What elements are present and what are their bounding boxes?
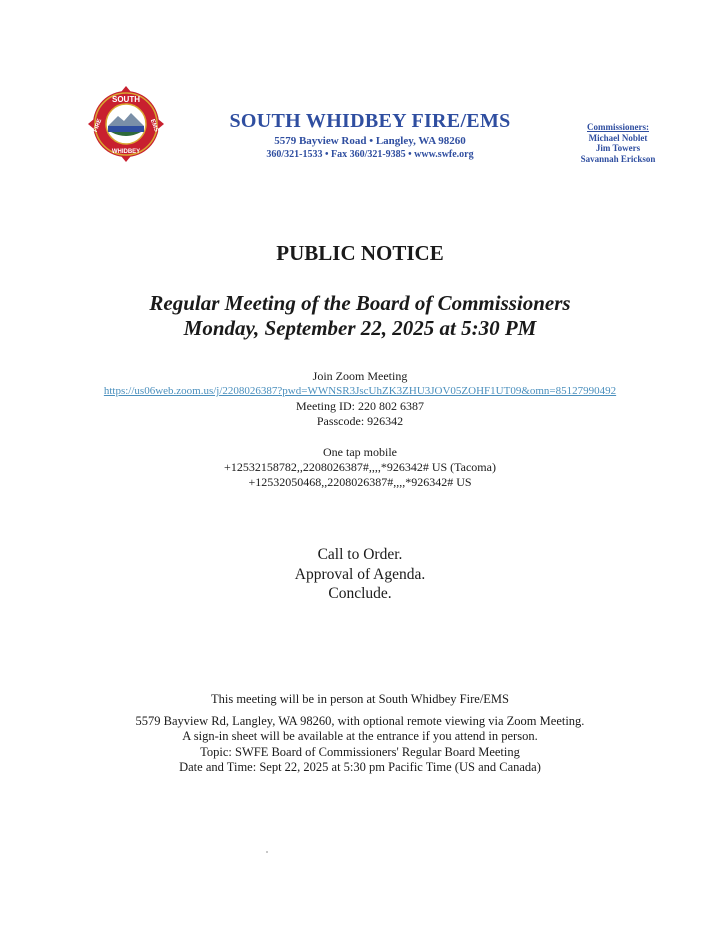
scan-speck (266, 851, 268, 853)
one-tap-number: +12532050468,,2208026387#,,,,*926342# US (248, 475, 472, 489)
org-address: 5579 Bayview Road • Langley, WA 98260 (274, 135, 466, 147)
meeting-info (0, 692, 720, 776)
agenda-item: Conclude. (328, 585, 392, 602)
logo-right-text: EMS (148, 118, 159, 133)
meeting-passcode: Passcode: 926342 (316, 414, 404, 428)
logo-bottom-text: WHIDBEY (111, 149, 141, 155)
org-name: SOUTH WHIDBEY FIRE/EMS (229, 110, 511, 132)
join-zoom-label: Join Zoom Meeting (312, 369, 408, 383)
org-contact: 360/321-1533 • Fax 360/321-9385 • www.swfe.org (266, 149, 474, 160)
logo-top-text: SOUTH (112, 95, 140, 104)
zoom-meeting-link[interactable]: https://us06web.zoom.us/j/2208026387?pwd=WWNSR3JscUhZK3ZHU3JOV05ZOHF1UT09&omn=85127990492 (103, 385, 617, 397)
meeting-id: Meeting ID: 220 802 6387 (296, 399, 424, 413)
in-person-note: This meeting will be in person at South Whidbey Fire/EMS (210, 692, 509, 706)
topic-line: Topic: SWFE Board of Commissioners' Regular Board Meeting (200, 744, 520, 759)
agenda-item: Approval of Agenda. (294, 565, 426, 583)
logo-left-text: FIRE (92, 118, 104, 134)
commissioners-list (568, 122, 668, 164)
agenda-item: Call to Order. (317, 546, 403, 563)
commissioner-name: Savannah Erickson (580, 153, 656, 164)
meeting-heading (0, 291, 720, 341)
commissioner-name: Jim Towers (595, 143, 641, 153)
one-tap-label: One tap mobile (323, 445, 397, 459)
one-tap-number: +12532158782,,2208026387#,,,,*926342# US (Tacoma) (224, 460, 496, 474)
date-time-line: Date and Time: Sept 22, 2025 at 5:30 pm Pacific Time (US and Canada) (179, 760, 541, 774)
commissioner-name: Michael Noblet (588, 132, 648, 143)
meeting-date-line: Monday, September 22, 2025 at 5:30 PM (183, 316, 537, 340)
agenda-list (0, 545, 720, 604)
page-title: PUBLIC NOTICE (276, 241, 444, 265)
meeting-heading-line: Regular Meeting of the Board of Commissioners (149, 291, 571, 315)
commissioners-heading: Commissioners: (587, 122, 649, 132)
location-line: 5579 Bayview Rd, Langley, WA 98260, with optional remote viewing via Zoom Meeting. (135, 713, 585, 728)
sign-in-note: A sign-in sheet will be available at the entrance if you attend in person. (182, 729, 538, 743)
zoom-details (0, 369, 720, 490)
fire-ems-logo (86, 84, 166, 164)
letterhead (200, 110, 540, 161)
